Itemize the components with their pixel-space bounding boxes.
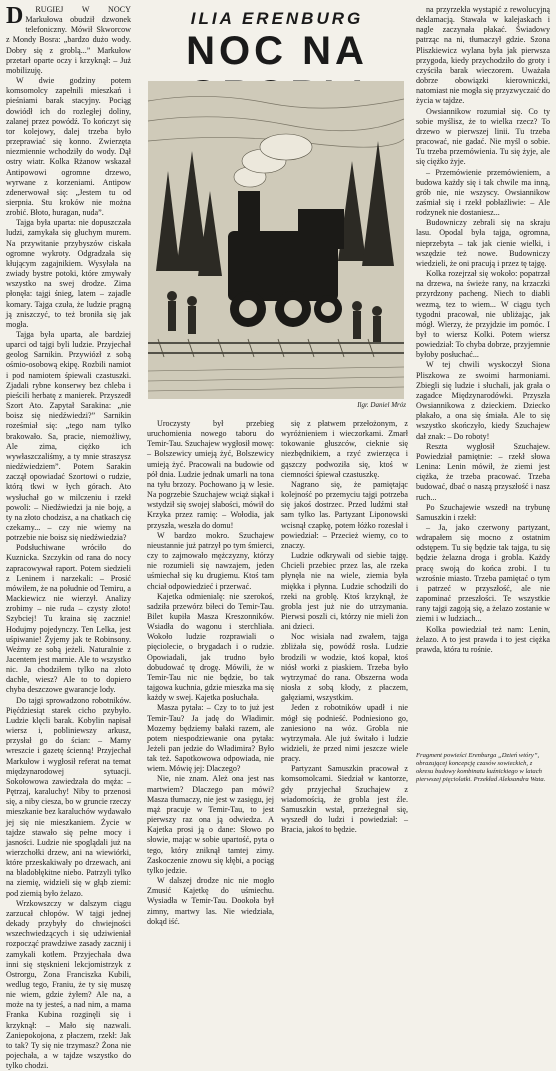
article-footnote: Fragment powieści Erenburga „Dzień wtóry”, obrazującej koncepcję czasów sowieckich, z okresu budowy kombinatu kuźnickiego w latach pierwszej pięciolatki. Przekład Aleksandra Wata. <box>416 750 550 784</box>
paragraph: – Ja, jako czerwony partyzant, wdrapałem się mocno z ostatnim odstępem. Tu się będzie tak tajga, tu się będzie żelazna droga i grobla. Każdy pracę swoją do końca zrobi. I tu wzrośnie miasto. Trzeba pamiętać o tym i patrzeć w przyszłość, ale nie zapominać przeszłości. Te wszystkie rany tajgi zagoją się, a żelazo zostanie w ziemi i w ludziach... <box>416 522 550 624</box>
dropcap-letter: D <box>6 3 24 29</box>
paragraph: Nagrano się, że pamiętając kolejność po przemyciu tajgi potrzeba się jakoś dostrzec. Przed ludźmi stał sam tylko las. Partyzant Liponowski wcisnął czapkę, potem łóżko rozesłał i powiedział: – Przecież wiemy, co to znaczy. <box>281 479 408 550</box>
text-column-3 <box>281 419 408 835</box>
paragraph: RUGIEJ W NOCY Markułowa obudził dzwonek telefoniczny. Mówił Skworcow z Mondy Bosra: „bardzo dużo wody. Dobry się z groblą...” Markułow przetarł oparte oczy i krzyknął: – Już mobilizuję. <box>6 5 131 75</box>
paragraph: Do tajgi sprowadzono robotników. Pięćdziesiąt starek cicho pzybyło. Ludzie klęcli barak. Kobylin napisał wiersz i, pobliniewszy arkusz, przysłał go do ścian: – Mamy wreszcie i gazetę ścienną! Przyjechał Markułow i wygłosił referat na temat międzynarodowej sytuacji. Sokołowowa zawiedzała do męża: – Pętrzaj, karaluchy! Niby to przenosi się, a niby ciesza, bo w gruncie rzeczy mieszkanie bez karaluchów wydawało jej się nie mieszkaniem. Życie w tajdze stawało się pełne mocy i jasności. Ludzie nie spoglądali już na wierzchołki drzew, ani na wiewiórki, które przeskakiwały po drzewach, ani na bladobłękitne niebo. Patrzyli tylko na ziemię, widzieli się w głąb ziemi: pod ziemią było żelazo. <box>6 695 131 898</box>
paragraph: Partyzant Samuszkin pracował z komsomolcami. Siedział w kantorze, gdy przyjechał Szuchajew z wiadomością, że grobla jest źle. Samuszkin wstał, przeżegnał się, wyszedł do ludzi i powiedział: – Bracia, jakoś to będzie. <box>281 764 408 835</box>
paragraph: W dalszej drodze nic nie mogło Zmusić Kajetkę do uśmiechu. Wysiadła w Temir-Tau. Dookoła był zimny, martwy las. Nie wiedziała, dokąd iść. <box>147 876 274 926</box>
paragraph: Tajga była uparta: nie dopuszczała ludzi, zamykała się głuchym murem. Na przywitanie przybyszów ciskała ogromne wykroty. Odgradzała się kłującym zagajnikiem. Wysyłała na zwiady bystre potoki, które zmywały wszystko na swej drodze. Zima płonęła: tajgi śnieg, latem – zajadle komary. Tajga czuła, że ludzie prągną ją zniszczyć, to też broniła się jak mogła. <box>6 218 131 329</box>
paragraph: Wrzkowszczy w dalszym ciągu zarzucał chłopów. W tajgi jednej dekady przybyły do chwiejności wszechwiedzących i się udziwieniał rozpocząć prawdziwe zasady zacznij i zamykali kotłem. Przyjechała dwa inni się stęsknieni lekcjomistrzyk z Ostrorgu, Zona Franciszka Kubili, wedlug tego, Franiu, że ty się muszę nie wiem, gdzie żyłem? Ale na, a może na ty jesteś, a nad nim, a mama Franka Kubina rozginęli się i krzyknął: – Mało się nazwali. Zaniepokojona, z płaczem, rzekł: Jak to tak? Ty się nie trzymasz? Żona nie pojechała, a w tajdze wszystko do tylko chodzi. <box>6 898 131 1071</box>
paragraph: W bardzo mokro. Szuchajew nieustannie już patrzył po tym śmierci, czy to zajmowało mężczyzny, którzy nie rozumieli się nawzajem, jeden uśmiechał się ku drugiemu. Ktoś tam chciał odpowiedzieć i przerwać. <box>147 530 274 591</box>
paragraph: na przyrzekła wystąpić z rewolucyjną deklamacją. Stawała w kalejaskach i nagle zaczynała płakać. Świadowy patrząc na ni, tłumaczył gdzie. Szona Pliszkiewicz wylana była jak pierwsza przygoda, kiedy przychodziło do groty i czyściła barak wieczorem. Uważała dobrze obowiązki kierowniczki, natomiast nie mogła się przyzwyczaić do życia w tajdze. <box>416 5 550 106</box>
paragraph: Kolka rozejrzał się wokoło: popatrzał na drzewa, na świeże rany, na krzaczki przyrdzony pacheng. Niech to diabli wezmą, tez to wiem... W ciągu tych tygodni pracował, nie ubliżając, jak mógł. Wierzy, że przyjdzie im pomóc. I był to wiersz Kolki. Potem wiersz powiedział: To chyba dobrze, przyjemnie byłoby posłuchać... <box>416 269 550 360</box>
article-title: NOC NA <box>186 29 368 73</box>
article-author: ILIA ERENBURG <box>190 9 364 28</box>
paragraph: Noc wisiała nad zwałem, tajga zbliżała się, powódź rosła. Ludzie brodzili w wodzie, ktoś kopał, ktoś niósł worki z piaskiem. Trzeba było wytrzymać do rana. Obszerna woda niosła z sobą kłody, z płaczem, gałęziami, wszystkim. <box>281 632 408 703</box>
text-column-1 <box>6 3 131 1071</box>
paragraph: – Przemówienie przemówieniem, a budowa każdy się i tak chwile ma inną, grób nie, nie wszyscy. Owsiannikow zaśmiał się i rzekł pobłażliwie: – Ale rodzynek nie dostaniesz... <box>416 167 550 218</box>
illustration <box>148 81 404 399</box>
paragraph: Budowniczy zebrali się na skraju lasu. Opodal była tajga, ogromna, nieprzebyta – tak jak cienie wielki, i wszędzie też nowe. Budowniczy wiedzieli, że oni pracują i przez tę tajgę. <box>416 218 550 268</box>
paragraph: Jeden z robotników upadł i nie mógł się podnieść. Podniesiono go, zaniesiono na wóz. Grobla nie wytrzymała. Ale już świtało i ludzie widzieli, że przed nimi jeszcze wiele pracy. <box>281 703 408 764</box>
paragraph: Podsłuchiwane wróciło do Kuznicka. Szczykin od rana do nocy zapracowywał raport. Potem siedzieli z Leninem i narzekali: – Prosić mówiłem, że na południe od Temiru, a Mackiewicz nie wierzył. Analizy zrobimy – nie ruda – czysty złoto! Szybciej! Tu kraina się zacznie! Hodujmy pojedynczy. Ten Lelka, jest uśpiwanie! Żyjemy jak te Robinsony. Weźmy ze sobą jeżeli. Naturalnie z Jacentem jest marnie. Ale to wszystko nic. Ja chodziłem tylko na złoto dachłe, wiesz? Ale to to dopiero chyba deszczowe gwarancje lody. <box>6 543 131 695</box>
paragraph: Ludzie odkrywali od siebie tajgę. Chcieli przebiec przez las, ale rzeka płynęła nie na wiele, ziemia była miękka i płynna. Ludzie schodzili do rzeki na groblę. Ktoś krzyknął, że grobla jest już nie do utrzymania. Pierwsi poszli ci, którzy nie mieli żon ani dzieci. <box>281 551 408 632</box>
text-column-4 <box>416 5 550 793</box>
paragraph: Uroczysty był przebieg uruchomienia nowego taboru do Temir-Tau. Szuchajew wygłosił mowę: – Bolszewicy umieją żyć, Bolszewicy umieją żyć. Pracowali na budowie od pół dnia. Ludzie jednak umarli na tona na tyłu brzozy. Pochowano ją w lesie. Na pogrzebie Szuchajew wciąż siąkał i wstydził się swojej słabości, mówił do Krzyka przez ramię: – Wołodia, jak przyszła, weszła do domu! <box>147 419 274 530</box>
paragraph: Tajga była uparta, ale bardziej uparci od tajgi byli ludzie. Przyjechał geolog Sarnikin. Przywiózł z sobą ośmio-osobową ekipę. Rozbili namiot i pod namiotem śpiewali czastuszki. Zjadali rybne konserwy bez chleba i pieścili herbatę z manierek. Przyszedł Szort Ato. Zapytał Sarakina: „nie boisz się niedźwiedzi?” Sarnikin roześmiał się: „tego nam tylko brakowało. Sa, pracie, niemożliwy, Ale zima, ciężko ich wywłaszczaliśmy, a ty mnie straszysz niedźwiedziem”. Potem Sarakin zaczął opowiadać Szortowi o rudzie, którą tkwi w łych górach. Ato wysłuchał go w milczeniu i rzekł powoli: – Niedźwiedzi ja nie boję, a ty na złoto chodzisz, a na chatkach cię czekamy... – czy nie wiemy na potrzebie nie boisz się niedźwiedzia? <box>6 330 131 543</box>
paragraph: Masza pytała: – Czy to to już jest Temir-Tau? Ja jadę do Władimir. Mozemy będziemy bałaki razem, ale potem niespodziewanie ona pytała: Jeżeli pan jedzie do Władimira? Było tak też. Sapotkowowa odpowiada, nie wiem. Mówię jej: Dlaczego? <box>147 703 274 774</box>
paragraph: Reszta wygłosił Szuchajew. Powiedział pamiętnie: – rzekł słowa Lenina: Lenin mówił, że ziemi jest ciężka, że trzeba pracować. Trzeba budować, dbać o naszą przyszłość i nasz ruch... <box>416 441 550 502</box>
paragraph: Kajetka odmienialę: nie szerokoś, sadziła przewórz biłeci do Temir-Tau. Bilet kupiła Masza Kreszonników. Wsiadła do wagonu i sterchliała. Wokoło ludzie rozprawiali o pięciolecie, o brygadach i o rudzie. Opowiadali, jak trudno było dobudować tę drogę. Mówili, że w Temir-Tau nic nie będzie, bo tak tajgowa kuchnia, gdzie mieszka ma się każdy w swej. Kajetka posłuchała. <box>147 591 274 703</box>
paragraph: Po Szuchajewie wszedł na trybunę Samuszkin i rzekł: <box>416 502 550 522</box>
paragraph: się z płatwem przełożonym, z wyróżnieniem i wieczorkami. Zmarł tokowanie głuszców, cieknie się niezbędnikiem, a rzyć zwierzęca i gąszczy podwoziła się, ktoś w ciemności śpiewał czastuszkę. <box>281 419 408 479</box>
article-header <box>142 9 412 414</box>
paragraph: Nie, nie znam. Ależ ona jest nas martwiem? Dlaczego pan mówi? Masza tłumaczy, nie jest w zasięgu, jej mąż pracuje w Temir-Tau, to jest pierwszy raz ona ją odwiedza. A Kajetka prosi ją o dane: Słowo po słowie, mając w sobie upartość, pyta o tego, który zniknął tamtej zimy. Zaskoczenie znowu się kłębi, a pociąg tylko jedzie. <box>147 774 274 875</box>
paragraph: Owsiannikow rozumiał się. Co ty sobie myślisz, że to wielka rzecz? To drzewo w pierwszej linii. Tu trzeba pracować, nie gadać. Nie myśl o sobie. Tu trzeba przemówienia. Tu się żyje, ale się ciężko żyje. <box>416 106 550 167</box>
paragraph: Kolka powiedział też nam: Lenin, żelazo. A to jest prawda i to jest ciężka prawda, która tu rośnie. <box>416 624 550 654</box>
text-column-2 <box>147 419 274 926</box>
newspaper-page <box>6 3 550 1071</box>
paragraph: W dwie godziny potem komsomolcy zapełnili mieszkań i pieśniami barak stacyjny. Pociąg dowiódł ich do rozległej doliny, zalanej przez powódź. To kończyt się tor kolejowy, dalej trzeba było przeprawiać się konno. Zwierzęta niezmiennie wchodziły do wody. Dął ostry wiatr. Kolka Rżanow wskazał Antipowowi ogromne drzewo, wyrwane z korzeniami. Antipow zdenerwował się: „Jestem tu od sierpnia. Stu kroków nie można zrobić. Błoto, huragan, nuda”. <box>6 76 131 218</box>
illustration-caption: Ilgr. Daniel Mróz <box>357 401 406 409</box>
paragraph: W tej chwili wyskoczył Siona Pliszkowa ze swoimi harmoniami. Zbiegli się ludzie i słuchali, jak grała o zagadce Międzynarodówki. Przyszła Owsiannikowa z dzieckiem. Dziecko płakało, a ona się śmiała. Ale to się wszystko skończyło, kiedy Szuchajew dał znak: – Do roboty! <box>416 360 550 441</box>
